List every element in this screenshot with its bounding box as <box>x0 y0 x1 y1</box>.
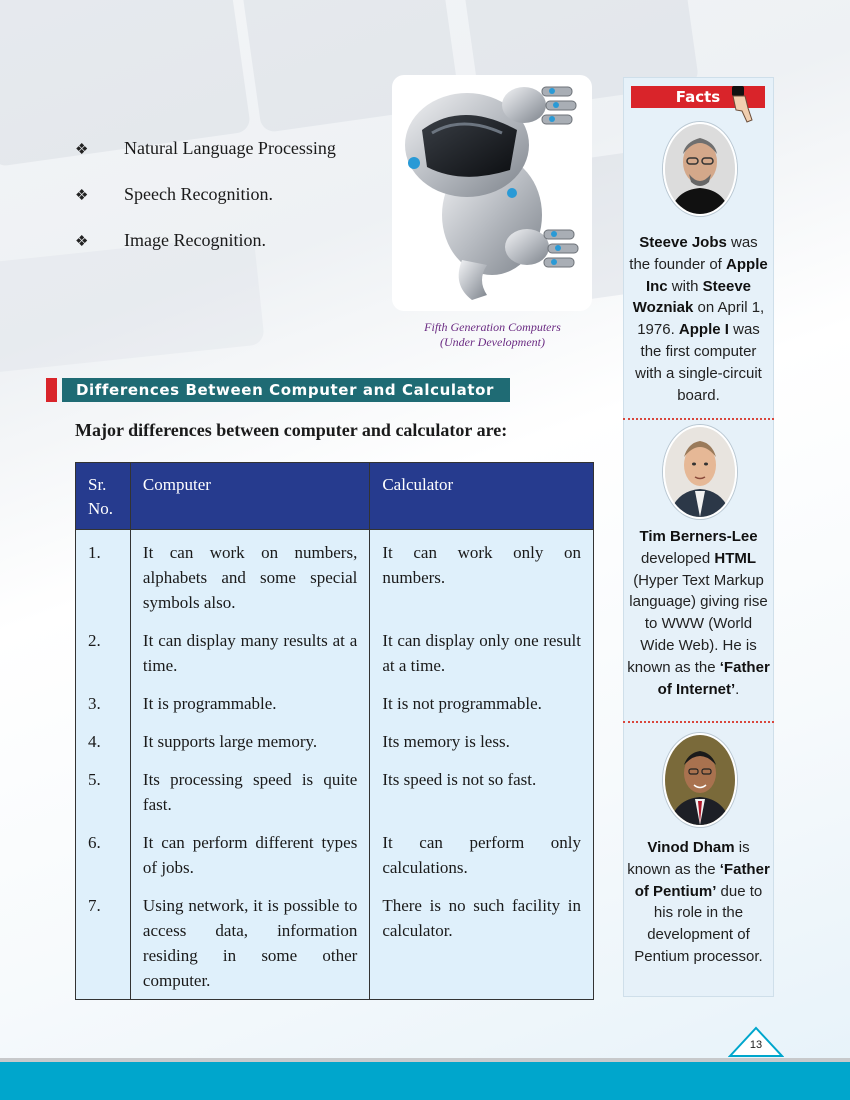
fact-partner: Steeve Wozniak <box>632 277 752 317</box>
cell-sr: 4. <box>76 721 131 759</box>
diamond-bullet-icon: ❖ <box>75 188 89 204</box>
diamond-bullet-icon: ❖ <box>75 234 89 250</box>
robot-caption <box>405 320 580 350</box>
cell-computer: It can display many results at a time. <box>130 620 369 683</box>
cell-computer: Its processing speed is quite fast. <box>130 759 369 822</box>
cell-calculator: There is no such facility in calculator. <box>370 885 594 1000</box>
list-item <box>75 138 336 184</box>
fact-name: Tim Berners-Lee <box>639 528 758 545</box>
list-item-text: Speech Recognition. <box>124 184 273 204</box>
fact-text: due to his role in the development of Pentium processor. <box>634 882 763 965</box>
fact-text: with <box>667 277 703 295</box>
list-item <box>75 230 336 276</box>
fact-company: Apple Inc <box>645 255 768 295</box>
comparison-table <box>75 462 594 1000</box>
header-sr-no: Sr. No. <box>76 463 131 530</box>
cell-sr: 5. <box>76 759 131 822</box>
intro-text: Major differences between computer and calculator are: <box>75 420 508 440</box>
table-row <box>76 620 594 683</box>
pointing-hand-icon <box>730 84 754 126</box>
cell-sr: 7. <box>76 885 131 1000</box>
section-title: Differences Between Computer and Calculator <box>62 378 510 402</box>
facts-tag: Facts <box>631 86 765 108</box>
list-item-text: Image Recognition. <box>124 230 266 250</box>
fact-tim-berners-lee <box>627 526 770 700</box>
cell-computer: It can work on numbers, alphabets and some special symbols also. <box>130 530 369 621</box>
dotted-divider <box>623 418 774 420</box>
cell-sr: 3. <box>76 683 131 721</box>
diamond-bullet-icon: ❖ <box>75 142 89 158</box>
cell-calculator: It is not programmable. <box>370 683 594 721</box>
fact-vinod-dham <box>627 837 770 968</box>
avatar <box>663 733 737 827</box>
cell-calculator: Its speed is not so fast. <box>370 759 594 822</box>
cell-calculator: It can perform only calculations. <box>370 822 594 885</box>
cell-computer: It is programmable. <box>130 683 369 721</box>
cell-calculator: Its memory is less. <box>370 721 594 759</box>
table-row <box>76 530 594 621</box>
cell-computer: It can perform different types of jobs. <box>130 822 369 885</box>
fact-text: on April 1, 1976. <box>637 299 765 339</box>
header-computer: Computer <box>130 463 369 530</box>
table-row <box>76 759 594 822</box>
fact-title: ‘Father of Internet’ <box>657 658 770 698</box>
fact-text: (Hyper Text Markup language) giving rise to WWW (World Wide Web). He is known as the <box>627 571 768 676</box>
fact-title: ‘Father of Pentium’ <box>634 860 770 900</box>
cell-computer: It supports large memory. <box>130 721 369 759</box>
fact-name: Vinod Dham <box>647 839 735 856</box>
steve-jobs-portrait <box>665 124 735 214</box>
fact-product: Apple I <box>678 321 729 339</box>
fact-text: is known as the <box>627 839 750 878</box>
table-row <box>76 822 594 885</box>
cell-calculator: It can work only on numbers. <box>370 530 594 621</box>
list-item <box>75 184 336 230</box>
fact-text: . <box>735 680 740 698</box>
robot-illustration <box>392 75 592 311</box>
page-number: 13 <box>749 1039 763 1051</box>
fact-text: developed <box>640 549 715 567</box>
fact-html: HTML <box>714 549 757 567</box>
cell-sr: 1. <box>76 530 131 621</box>
list-item-text: Natural Language Processing <box>124 138 336 158</box>
cell-calculator: It can display only one result at a time. <box>370 620 594 683</box>
table-header-row <box>76 463 594 530</box>
fact-text: was the first computer with a single-circuit board. <box>635 321 762 404</box>
avatar <box>663 122 737 216</box>
table-row <box>76 721 594 759</box>
tim-berners-lee-portrait <box>665 427 735 517</box>
fact-steve-jobs <box>627 232 770 406</box>
avatar <box>663 425 737 519</box>
dotted-divider <box>623 721 774 723</box>
table-row <box>76 683 594 721</box>
caption-line: Fifth Generation Computers <box>424 320 561 334</box>
cell-computer: Using network, it is possible to access data, information residing in some other computer. <box>130 885 369 1000</box>
footer-bar <box>0 1062 850 1100</box>
ai-features-list <box>75 138 336 276</box>
fact-text: was the founder of <box>629 234 758 273</box>
header-calculator: Calculator <box>370 463 594 530</box>
cell-sr: 6. <box>76 822 131 885</box>
section-accent-bar <box>46 378 57 402</box>
table-row <box>76 885 594 1000</box>
caption-line: (Under Development) <box>440 335 545 349</box>
fact-name: Steeve Jobs <box>639 234 727 251</box>
vinod-dham-portrait <box>665 735 735 825</box>
cell-sr: 2. <box>76 620 131 683</box>
robot-image <box>392 75 592 311</box>
